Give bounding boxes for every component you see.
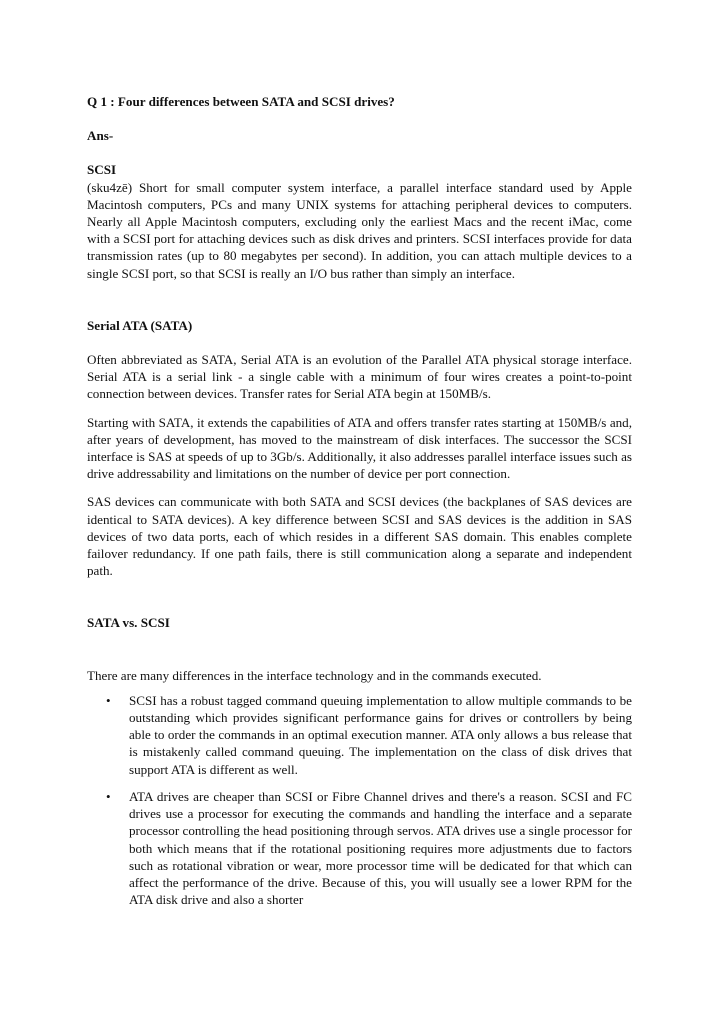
sata-paragraph-1: Often abbreviated as SATA, Serial ATA is an evolution of the Parallel ATA physical storage interface. Serial ATA is a serial link - a single cable with a minimum of four wires creates a point-to-point connection between devices. Transfer rates for Serial ATA begin at 150MB/s.	[87, 352, 632, 402]
scsi-heading: SCSI	[87, 162, 117, 178]
comparison-intro: There are many differences in the interface technology and in the commands executed.	[87, 667, 542, 683]
question-title: Q 1 : Four differences between SATA and SCSI drives?	[87, 94, 395, 109]
bullet-text: ATA drives are cheaper than SCSI or Fibre Channel drives and there's a reason. SCSI and FC drives use a processor for executing the commands and handling the interface and a separate processor controlling the head positioning through servos. ATA drives use a single processor for both which means that if the rotational positioning requires more adjustments due to factors such as rotational vibration or wear, more processor time will be dedicated for that which can affect the performance of the drive. Because of this, you will usually see a lower RPM for the ATA disk drive and also a shorter	[129, 788, 632, 908]
sata-heading: Serial ATA (SATA)	[87, 317, 193, 333]
sata-paragraph-3: SAS devices can communicate with both SATA and SCSI devices (the backplanes of SAS devices are identical to SATA devices). A key difference between SCSI and SAS devices is the addition in SAS devices of two data ports, each of which resides in a different SAS domain. This enables complete failover redundancy. If one path fails, there is still communication along a separate and independent path.	[87, 494, 632, 579]
list-item	[87, 788, 632, 908]
list-item	[87, 692, 632, 778]
bullet-icon: •	[106, 788, 111, 804]
scsi-paragraph: (sku4zē) Short for small computer system interface, a parallel interface standard used by Apple Macintosh computers, PCs and many UNIX systems for attaching peripheral devices to computers. Nearly all Apple Macintosh computers, excluding only the earliest Macs and the recent iMac, come with a SCSI port for attaching devices such as disk drives and printers. SCSI interfaces provide for data transmission rates (up to 80 megabytes per second). In addition, you can attach multiple devices to a single SCSI port, so that SCSI is really an I/O bus rather than simply an interface.	[87, 179, 632, 281]
answer-label: Ans-	[87, 128, 114, 144]
comparison-bullet-list	[87, 692, 632, 908]
comparison-heading: SATA vs. SCSI	[87, 615, 170, 631]
sata-paragraph-2: Starting with SATA, it extends the capabilities of ATA and offers transfer rates starting at 150MB/s and, after years of development, has moved to the mainstream of disk interfaces. The successor the SCSI interface is SAS at speeds of up to 3Gb/s. Additionally, it also addresses parallel interface issues such as drive addressability and limitations on the number of device per port connection.	[87, 414, 632, 482]
bullet-text: SCSI has a robust tagged command queuing implementation to allow multiple commands to be outstanding which provides significant performance gains for drives or controllers by being able to order the commands in an optimal execution manner. ATA only allows a bus release that is mistakenly called command queuing. The implementation on the class of disk drives that support ATA is different as well.	[129, 692, 632, 777]
document-content	[87, 93, 632, 918]
bullet-icon: •	[106, 692, 111, 708]
